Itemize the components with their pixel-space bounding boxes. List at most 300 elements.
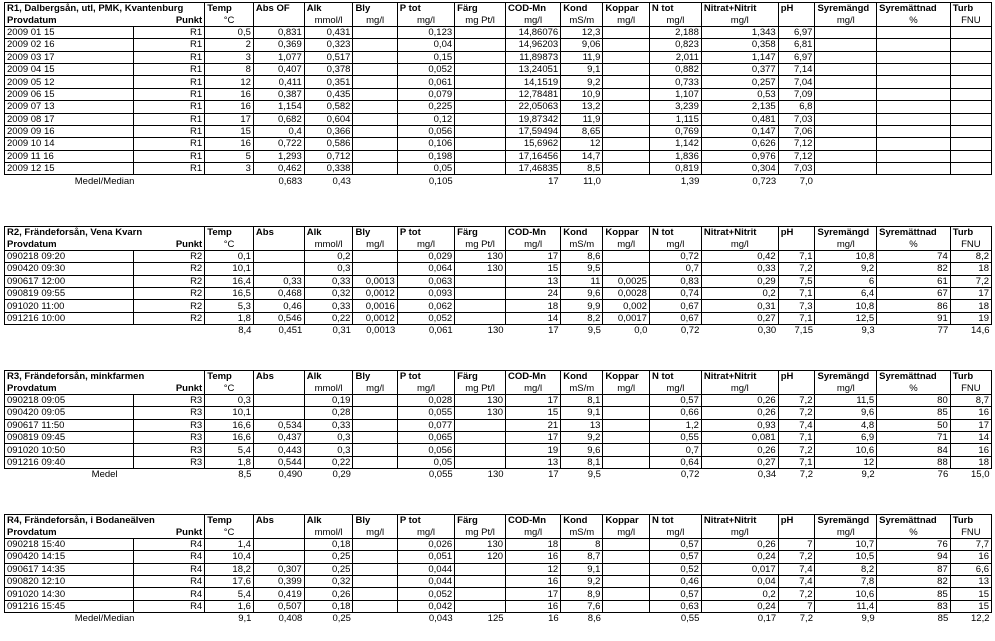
unit-cell: mg/l (649, 14, 701, 26)
table-cell: 3 (205, 163, 254, 175)
summary-cell: 11,0 (583, 175, 601, 187)
table-cell: 16 (506, 600, 561, 612)
unit-cell: mg/l (815, 14, 877, 26)
table-row (5, 563, 992, 575)
table-cell: 18,2 (205, 563, 254, 575)
table-cell: 6,9 (815, 431, 877, 443)
table-cell: 5,3 (205, 300, 254, 312)
table-cell: 21 (506, 419, 561, 431)
table-cell: 091020 14:30 (5, 588, 134, 600)
column-header: N tot (649, 371, 701, 383)
table-cell (253, 250, 304, 262)
table-cell (455, 419, 506, 431)
table-cell: R4 (133, 551, 204, 563)
table-cell: R2 (133, 287, 204, 299)
table-cell: 0,26 (701, 407, 778, 419)
column-header: Bly (353, 227, 397, 239)
table-cell (603, 444, 650, 456)
column-header: pH (778, 3, 815, 15)
table-cell: 8,6 (561, 250, 603, 262)
table-cell: 1,077 (253, 51, 304, 63)
table-cell: 9,2 (561, 76, 603, 88)
table-cell: 19 (506, 444, 561, 456)
summary-cell: 130 (487, 469, 504, 481)
summary-cell: 0,723 (752, 175, 777, 187)
summary-cell (353, 175, 397, 187)
table-row (5, 125, 992, 137)
unit-cell: mg/l (353, 526, 397, 538)
table-cell: 2009 04 15 (5, 63, 134, 75)
table-cell (603, 138, 650, 150)
table-cell: 12,3 (561, 26, 603, 38)
table-cell: 85 (877, 588, 951, 600)
summary-cell: 7,2 (799, 469, 813, 481)
table-cell: 130 (455, 538, 506, 550)
table-cell: 84 (877, 444, 951, 456)
column-header: Nitrat+Nitrit (701, 515, 778, 527)
unit-cell: mg Pt/l (455, 382, 506, 394)
unit-cell: mg/l (701, 238, 778, 250)
summary-cell: 9,5 (587, 469, 601, 481)
table-cell (353, 419, 397, 431)
table-row (5, 163, 992, 175)
table-cell (603, 551, 650, 563)
table-cell (455, 575, 506, 587)
table-cell (603, 563, 650, 575)
column-header: Temp (205, 3, 254, 15)
table-cell: 0,081 (701, 431, 778, 443)
table-cell: 16 (506, 551, 561, 563)
column-header: Syremättnad (877, 3, 951, 15)
table-cell: 1,8 (205, 312, 254, 324)
table-cell: 14 (506, 312, 561, 324)
table-cell: R1 (133, 138, 204, 150)
table-cell: 2009 02 16 (5, 39, 134, 51)
table-cell (603, 26, 650, 38)
table-cell: 16 (205, 101, 254, 113)
table-cell (353, 125, 397, 137)
table-cell: 7,03 (778, 163, 815, 175)
unit-row (5, 382, 992, 394)
table-cell (353, 263, 397, 275)
table-row (5, 419, 992, 431)
table-cell: 6,97 (778, 26, 815, 38)
table-cell (455, 150, 506, 162)
table-cell: 1,107 (649, 88, 701, 100)
column-header: Syremättnad (877, 515, 951, 527)
table-cell: 0,19 (304, 394, 353, 406)
table-cell: 0,435 (304, 88, 353, 100)
table-cell: 0,626 (701, 138, 778, 150)
table-cell: 0,065 (397, 431, 454, 443)
column-header: Syremättnad (877, 227, 951, 239)
summary-cell: 0,17 (757, 613, 777, 625)
summary-label: Medel/Median (74, 175, 135, 187)
table-cell (877, 51, 951, 63)
unit-cell: mmol/l (304, 14, 353, 26)
table-cell: 12,78481 (506, 88, 561, 100)
table-row (5, 600, 992, 612)
table-cell: 0,57 (649, 551, 701, 563)
column-header: Temp (205, 227, 254, 239)
summary-cell: 7,15 (794, 325, 813, 337)
table-cell: 0,682 (253, 113, 304, 125)
table-cell: 1,4 (205, 538, 254, 550)
table-cell: R3 (133, 444, 204, 456)
table-row (5, 263, 992, 275)
table-cell: 0,26 (701, 444, 778, 456)
table-cell: 7,04 (778, 76, 815, 88)
table-cell: 8,9 (561, 588, 603, 600)
unit-cell: mg/l (701, 382, 778, 394)
table-cell: 19,87342 (506, 113, 561, 125)
unit-cell: FNU (950, 14, 991, 26)
table-cell: 11 (561, 275, 603, 287)
summary-cell: 0,25 (332, 613, 351, 625)
table-cell: 16 (506, 575, 561, 587)
table-cell: 0,062 (397, 300, 454, 312)
unit-cell (253, 238, 304, 250)
unit-cell (253, 382, 304, 394)
summary-cell (603, 469, 650, 481)
table-cell: 5,4 (205, 588, 254, 600)
table-cell: 0,04 (701, 575, 778, 587)
table-cell: 090420 09:05 (5, 407, 134, 419)
table-cell: 16 (950, 407, 991, 419)
table-cell: 1,147 (701, 51, 778, 63)
table-cell (603, 150, 650, 162)
table-cell: 7,6 (561, 600, 603, 612)
table-cell: 12 (506, 563, 561, 575)
table-cell: 091216 10:00 (5, 312, 134, 324)
table-cell (815, 125, 877, 137)
table-cell: 4,8 (815, 419, 877, 431)
column-header: Nitrat+Nitrit (701, 227, 778, 239)
table-cell: 15,6962 (506, 138, 561, 150)
table-cell: 7,2 (778, 588, 815, 600)
table-cell: 0,25 (304, 551, 353, 563)
table-cell: 9,6 (561, 444, 603, 456)
table-cell: 0,056 (397, 125, 454, 137)
table-cell: 5,4 (205, 444, 254, 456)
table-cell: 130 (455, 394, 506, 406)
table-cell: 0,443 (253, 444, 304, 456)
table-cell: 0,063 (397, 275, 454, 287)
table-cell (353, 456, 397, 468)
column-header: P tot (397, 371, 454, 383)
table-cell: 0,055 (397, 407, 454, 419)
column-header: COD-Mn (506, 515, 561, 527)
table-cell: 0,044 (397, 563, 454, 575)
table-cell: 0,26 (701, 538, 778, 550)
table-cell: 8 (561, 538, 603, 550)
table-cell: 10,6 (815, 588, 877, 600)
table-cell: 0,24 (701, 600, 778, 612)
table-cell: 0,27 (701, 312, 778, 324)
table-cell: 091216 15:45 (5, 600, 134, 612)
table-cell (603, 456, 650, 468)
table-title: R1, Dalbergsån, utl, PMK, Kvantenburg (5, 3, 205, 15)
table-cell (950, 150, 991, 162)
summary-cell: 9,5 (587, 325, 601, 337)
unit-cell: mg/l (815, 526, 877, 538)
table-cell: 13 (506, 456, 561, 468)
unit-cell: FNU (950, 238, 991, 250)
unit-cell: mg Pt/l (455, 238, 506, 250)
table-cell: 91 (877, 312, 951, 324)
summary-row (5, 469, 992, 481)
table-title: R4, Frändeforsån, i Bodaneälven (5, 515, 205, 527)
table-cell: 1,836 (649, 150, 701, 162)
table-cell: 83 (877, 600, 951, 612)
punkt-header: Punkt (133, 382, 204, 394)
table-cell: 0,307 (253, 563, 304, 575)
table-cell (815, 138, 877, 150)
unit-cell: mg/l (353, 382, 397, 394)
table-cell: 0,18 (304, 538, 353, 550)
table-cell (877, 125, 951, 137)
table-cell: 0,63 (649, 600, 701, 612)
table-cell: 13 (950, 575, 991, 587)
table-cell: 18 (506, 538, 561, 550)
table-cell: 0,2 (701, 588, 778, 600)
table-cell: 3 (205, 51, 254, 63)
table-cell: R4 (133, 600, 204, 612)
column-header: Nitrat+Nitrit (701, 371, 778, 383)
summary-cell: 85 (937, 613, 949, 625)
table-cell: 17,16456 (506, 150, 561, 162)
table-cell: 7,09 (778, 88, 815, 100)
summary-cell: 0,30 (757, 325, 777, 337)
table-cell: 0,338 (304, 163, 353, 175)
summary-cell: 0,55 (680, 613, 700, 625)
table-cell (253, 538, 304, 550)
summary-cell: 17 (548, 175, 559, 187)
table-cell (455, 563, 506, 575)
unit-cell: mS/m (561, 14, 603, 26)
table-cell: 7,06 (778, 125, 815, 137)
punkt-header: Punkt (133, 526, 204, 538)
table-row (5, 39, 992, 51)
table-cell (353, 551, 397, 563)
table-cell: 15 (950, 600, 991, 612)
column-header: Kond (561, 227, 603, 239)
table-cell: 0,05 (397, 456, 454, 468)
unit-cell: mS/m (561, 238, 603, 250)
table-cell (455, 287, 506, 299)
column-header: Kond (561, 515, 603, 527)
table-cell: 12 (815, 456, 877, 468)
unit-cell (778, 14, 815, 26)
table-cell: 0,481 (701, 113, 778, 125)
table-cell: 0,976 (701, 150, 778, 162)
table-cell: R1 (133, 51, 204, 63)
table-cell: 7,8 (815, 575, 877, 587)
unit-cell: mg/l (815, 382, 877, 394)
table-cell: 0,546 (253, 312, 304, 324)
table-cell: 17 (950, 419, 991, 431)
table-cell: 0,377 (701, 63, 778, 75)
summary-cell: 0,061 (428, 325, 453, 337)
table-cell: R2 (133, 300, 204, 312)
table-cell: 0,225 (397, 101, 454, 113)
table-cell (603, 39, 650, 51)
table-cell: 15 (506, 263, 561, 275)
table-cell (815, 39, 877, 51)
table-cell: 090617 14:35 (5, 563, 134, 575)
table-cell (603, 101, 650, 113)
unit-cell: mmol/l (304, 526, 353, 538)
unit-cell: mg/l (603, 526, 650, 538)
table-cell: 0,1 (205, 250, 254, 262)
table-cell (455, 456, 506, 468)
table-cell: 15 (950, 588, 991, 600)
table-row (5, 538, 992, 550)
table-cell: 9,2 (561, 575, 603, 587)
table-cell: 090819 09:45 (5, 431, 134, 443)
table-cell: R1 (133, 101, 204, 113)
table-cell: 2009 08 17 (5, 113, 134, 125)
table-cell: 0,33 (701, 263, 778, 275)
table-cell: 13,24051 (506, 63, 561, 75)
column-header: pH (778, 227, 815, 239)
table-cell: R1 (133, 125, 204, 137)
column-header: Turb (950, 3, 991, 15)
table-cell: 0,57 (649, 538, 701, 550)
table-cell: 0,2 (304, 250, 353, 262)
table-cell: 17,6 (205, 575, 254, 587)
table-cell (353, 39, 397, 51)
table-cell: 17,59494 (506, 125, 561, 137)
table-cell (353, 600, 397, 612)
table-cell: R1 (133, 26, 204, 38)
table-cell (877, 113, 951, 125)
summary-cell: 0,683 (278, 175, 303, 187)
provdatum-header: Provdatum (5, 238, 134, 250)
table-cell: 94 (877, 551, 951, 563)
table-row (5, 138, 992, 150)
table-cell: 16,4 (205, 275, 254, 287)
table-cell: 0,32 (304, 287, 353, 299)
table-cell (353, 150, 397, 162)
table-cell: 2009 07 13 (5, 101, 134, 113)
table-cell: 0,33 (304, 300, 353, 312)
table-cell (950, 113, 991, 125)
table-cell: 0,67 (649, 300, 701, 312)
column-header: Alk (304, 515, 353, 527)
table-cell: 16 (950, 444, 991, 456)
table-cell: 0,411 (253, 76, 304, 88)
summary-cell: 17 (548, 469, 559, 481)
table-cell: 82 (877, 575, 951, 587)
table-cell: 090218 09:05 (5, 394, 134, 406)
column-header: COD-Mn (506, 227, 561, 239)
table-cell (877, 163, 951, 175)
table-cell: 2009 11 16 (5, 150, 134, 162)
table-cell: 7,14 (778, 63, 815, 75)
summary-cell: 0,31 (332, 325, 351, 337)
table-cell: 18 (950, 263, 991, 275)
table-cell: 0,3 (304, 263, 353, 275)
table-cell: 0,077 (397, 419, 454, 431)
table-cell: 7,2 (778, 407, 815, 419)
unit-cell: mg/l (397, 382, 454, 394)
table-cell (603, 407, 650, 419)
table-cell (353, 250, 397, 262)
table-cell: 0,002 (603, 300, 650, 312)
table-cell (353, 163, 397, 175)
table-cell: 7,4 (778, 419, 815, 431)
table-cell: 10,1 (205, 407, 254, 419)
table-cell: 9,2 (815, 263, 877, 275)
table-cell: 0,123 (397, 26, 454, 38)
table-cell: 10,8 (815, 250, 877, 262)
table-cell: 0,24 (701, 551, 778, 563)
unit-cell: °C (205, 238, 254, 250)
summary-cell: 125 (487, 613, 504, 625)
table-cell: 0,3 (304, 444, 353, 456)
table-cell: 0,093 (397, 287, 454, 299)
table-cell: 0,28 (304, 407, 353, 419)
table-cell: 8,2 (561, 312, 603, 324)
summary-cell (603, 613, 650, 625)
table-cell (353, 101, 397, 113)
table-cell: 7,1 (778, 250, 815, 262)
unit-row (5, 526, 992, 538)
table-cell (353, 394, 397, 406)
table-cell: 16 (205, 138, 254, 150)
table-cell (950, 26, 991, 38)
table-cell (455, 63, 506, 75)
table-cell: 0,55 (649, 431, 701, 443)
table-cell: 10,9 (561, 88, 603, 100)
table-cell (353, 76, 397, 88)
table-cell (455, 275, 506, 287)
table-cell (353, 51, 397, 63)
table-cell (877, 76, 951, 88)
summary-cell: 0,451 (278, 325, 303, 337)
unit-cell: mg/l (397, 526, 454, 538)
table-cell: 6,81 (778, 39, 815, 51)
table-cell: 0,468 (253, 287, 304, 299)
table-cell: 12 (205, 76, 254, 88)
table-cell: 0,582 (304, 101, 353, 113)
column-header: N tot (649, 3, 701, 15)
table-cell: 0,304 (701, 163, 778, 175)
summary-cell: 8,4 (238, 325, 252, 337)
table-cell: 15 (205, 125, 254, 137)
table-cell: 10,5 (815, 551, 877, 563)
table-cell (877, 88, 951, 100)
table-cell: 0,722 (253, 138, 304, 150)
unit-cell: mS/m (561, 382, 603, 394)
table-cell: 0,46 (649, 575, 701, 587)
summary-label (5, 325, 205, 337)
table-cell: 1,8 (205, 456, 254, 468)
summary-cell: 9,2 (861, 469, 875, 481)
table-cell (353, 88, 397, 100)
unit-cell (253, 14, 304, 26)
summary-cell (353, 469, 397, 481)
table-cell: 7,1 (778, 287, 815, 299)
table-cell (950, 101, 991, 113)
table-cell: 7 (778, 538, 815, 550)
summary-cell: 9,9 (861, 613, 875, 625)
provdatum-header: Provdatum (5, 382, 134, 394)
table-cell: 0,407 (253, 63, 304, 75)
table-cell: 1,343 (701, 26, 778, 38)
table-cell (353, 431, 397, 443)
